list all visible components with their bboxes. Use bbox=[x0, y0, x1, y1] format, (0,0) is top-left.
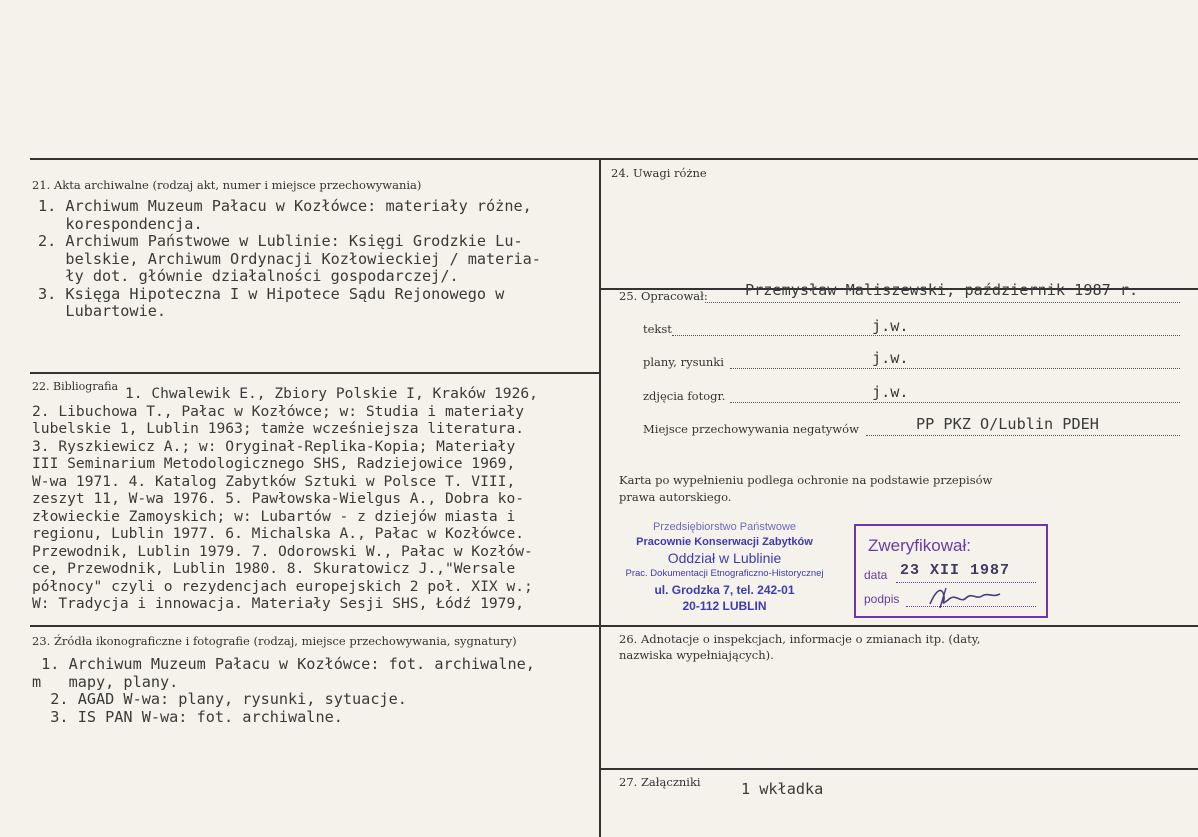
verification-stamp bbox=[854, 524, 1048, 618]
archive-line: 3. Księga Hipoteczna I w Hipotece Sądu Rejonowego w bbox=[38, 284, 505, 303]
divider-25-26 bbox=[600, 625, 1198, 627]
row-value-text: j.w. bbox=[872, 317, 909, 335]
signature-icon bbox=[926, 582, 1006, 612]
row-label-negatives: Miejsce przechowywania negatywów bbox=[643, 422, 859, 436]
row-underline bbox=[866, 435, 1180, 436]
date-label: data bbox=[864, 568, 888, 582]
archive-line: ły dot. głównie działalności gospodarczej/. bbox=[38, 267, 459, 285]
archive-line: 1. Archiwum Muzeum Pałacu w Kozłówce: materiały różne, bbox=[38, 197, 532, 215]
copyright-notice: Karta po wypełnieniu podlega ochronie na podstawie przepisów bbox=[619, 473, 993, 487]
divider-26-27 bbox=[600, 768, 1198, 770]
stamp-line: Przedsiębiorstwo Państwowe bbox=[652, 521, 797, 533]
sign-label: podpis bbox=[864, 592, 900, 606]
verify-title: Zweryfikował: bbox=[868, 536, 971, 555]
iconography-line: m mapy, plany. bbox=[32, 672, 179, 691]
archive-line: korespondencja. bbox=[38, 214, 203, 233]
row-value-plans: j.w. bbox=[872, 349, 909, 367]
section-26-label: 26. Adnotacje o inspekcjach, informacje o zmianach itp. (daty, bbox=[619, 632, 981, 646]
archive-line: 2. Archiwum Państwowe w Lublinie: Księgi Grodzkie Lu- bbox=[38, 232, 523, 250]
bibliography-line: 3. Ryszkiewicz A.; w: Oryginał-Replika-Kopia; Materiały bbox=[32, 437, 516, 455]
top-rule bbox=[30, 158, 1198, 160]
date-value: 23 XII 1987 bbox=[900, 562, 1011, 579]
stamp-line: ul. Grodzka 7, tel. 242-01 bbox=[654, 583, 795, 597]
bibliography-line: północy" czyli o rezydencjach europejskich 2 poł. XIX w.; bbox=[32, 577, 533, 595]
author-underline bbox=[705, 302, 1180, 303]
office-stamp bbox=[612, 520, 837, 614]
row-label-plans: plany, rysunki bbox=[643, 355, 724, 369]
bibliography-line: 2. Libuchowa T., Pałac w Kozłówce; w: Studia i materiały bbox=[32, 402, 525, 420]
row-value-negatives: PP PKZ O/Lublin PDEH bbox=[916, 415, 1099, 433]
bibliography-line: Przewodnik, Lublin 1979. 7. Odorowski W., Pałac w Kozłów- bbox=[32, 542, 533, 560]
section-22-label: 22. Bibliografia bbox=[32, 380, 119, 393]
bibliography-line: złowieckie Zamoyskich; w: Lubartów - z dziejów miasta i bbox=[32, 507, 516, 525]
row-value-photos: j.w. bbox=[872, 383, 909, 401]
bibliography-line: ce, Przewodnik, Lublin 1980. 8. Skuratowicz J.,"Wersale bbox=[32, 560, 516, 577]
section-26-label: nazwiska wypełniających). bbox=[619, 648, 774, 662]
bibliography-line: III Seminarium Metodologicznego SHS, Radziejowice 1969, bbox=[32, 455, 516, 472]
attachments-value: 1 wkładka bbox=[741, 780, 824, 798]
archive-line: Lubartowie. bbox=[38, 302, 167, 320]
stamp-line: Oddział w Lublinie bbox=[667, 550, 782, 566]
section-23-label: 23. Źródła ikonograficzne i fotografie (rodzaj, miejsce przechowywania, sygnatury) bbox=[32, 634, 517, 648]
center-divider bbox=[599, 158, 601, 837]
bibliography-line: W: Tradycja i innowacja. Materiały Sesji SHS, Łódź 1979, bbox=[32, 595, 525, 612]
bibliography-line: lubelskie 1, Lublin 1963; tamże wcześniejsza literatura. bbox=[32, 420, 525, 437]
bibliography-line: regionu, Lublin 1977. 6. Michalska A., Pałac w Kozłówce. bbox=[32, 525, 525, 542]
row-underline bbox=[730, 368, 1180, 369]
copyright-notice: prawa autorskiego. bbox=[619, 490, 732, 504]
row-underline bbox=[730, 402, 1180, 403]
bibliography-line: zeszyt 11, W-wa 1976. 5. Pawłowska-Wielgus A., Dobra ko- bbox=[32, 490, 525, 507]
bibliography-line: W-wa 1971. 4. Katalog Zabytków Sztuki w Polsce T. VIII, bbox=[32, 472, 516, 490]
section-25-label: 25. Opracował: bbox=[619, 289, 708, 303]
section-24-label: 24. Uwagi różne bbox=[611, 166, 707, 180]
iconography-line: 1. Archiwum Muzeum Pałacu w Kozłówce: fot. archiwalne, bbox=[32, 655, 535, 673]
stamp-line: Pracownie Konserwacji Zabytków bbox=[636, 536, 813, 548]
bibliography-line: 1. Chwalewik E., Zbiory Polskie I, Kraków 1926, bbox=[125, 385, 538, 402]
stamp-line: Prac. Dokumentacji Etnograficzno-Historycznej bbox=[625, 568, 824, 579]
row-label-photos: zdjęcia fotogr. bbox=[643, 389, 726, 403]
iconography-line: 3. IS PAN W-wa: fot. archiwalne. bbox=[32, 707, 343, 726]
author-value: Przemysław Maliszewski, październik 1987 r. bbox=[745, 281, 1139, 299]
iconography-line: 2. AGAD W-wa: plany, rysunki, sytuacje. bbox=[32, 690, 407, 708]
row-label-text: tekst bbox=[643, 322, 672, 336]
stamp-line: 20-112 LUBLIN bbox=[682, 599, 767, 613]
divider-22-23 bbox=[30, 625, 599, 627]
divider-21-22 bbox=[30, 372, 599, 374]
archive-line: belskie, Archiwum Ordynacji Kozłowieckiej / materia- bbox=[38, 249, 541, 268]
section-27-label: 27. Załączniki bbox=[619, 775, 701, 789]
section-21-label: 21. Akta archiwalne (rodzaj akt, numer i miejsce przechowywania) bbox=[32, 178, 422, 192]
row-underline bbox=[672, 335, 1180, 336]
